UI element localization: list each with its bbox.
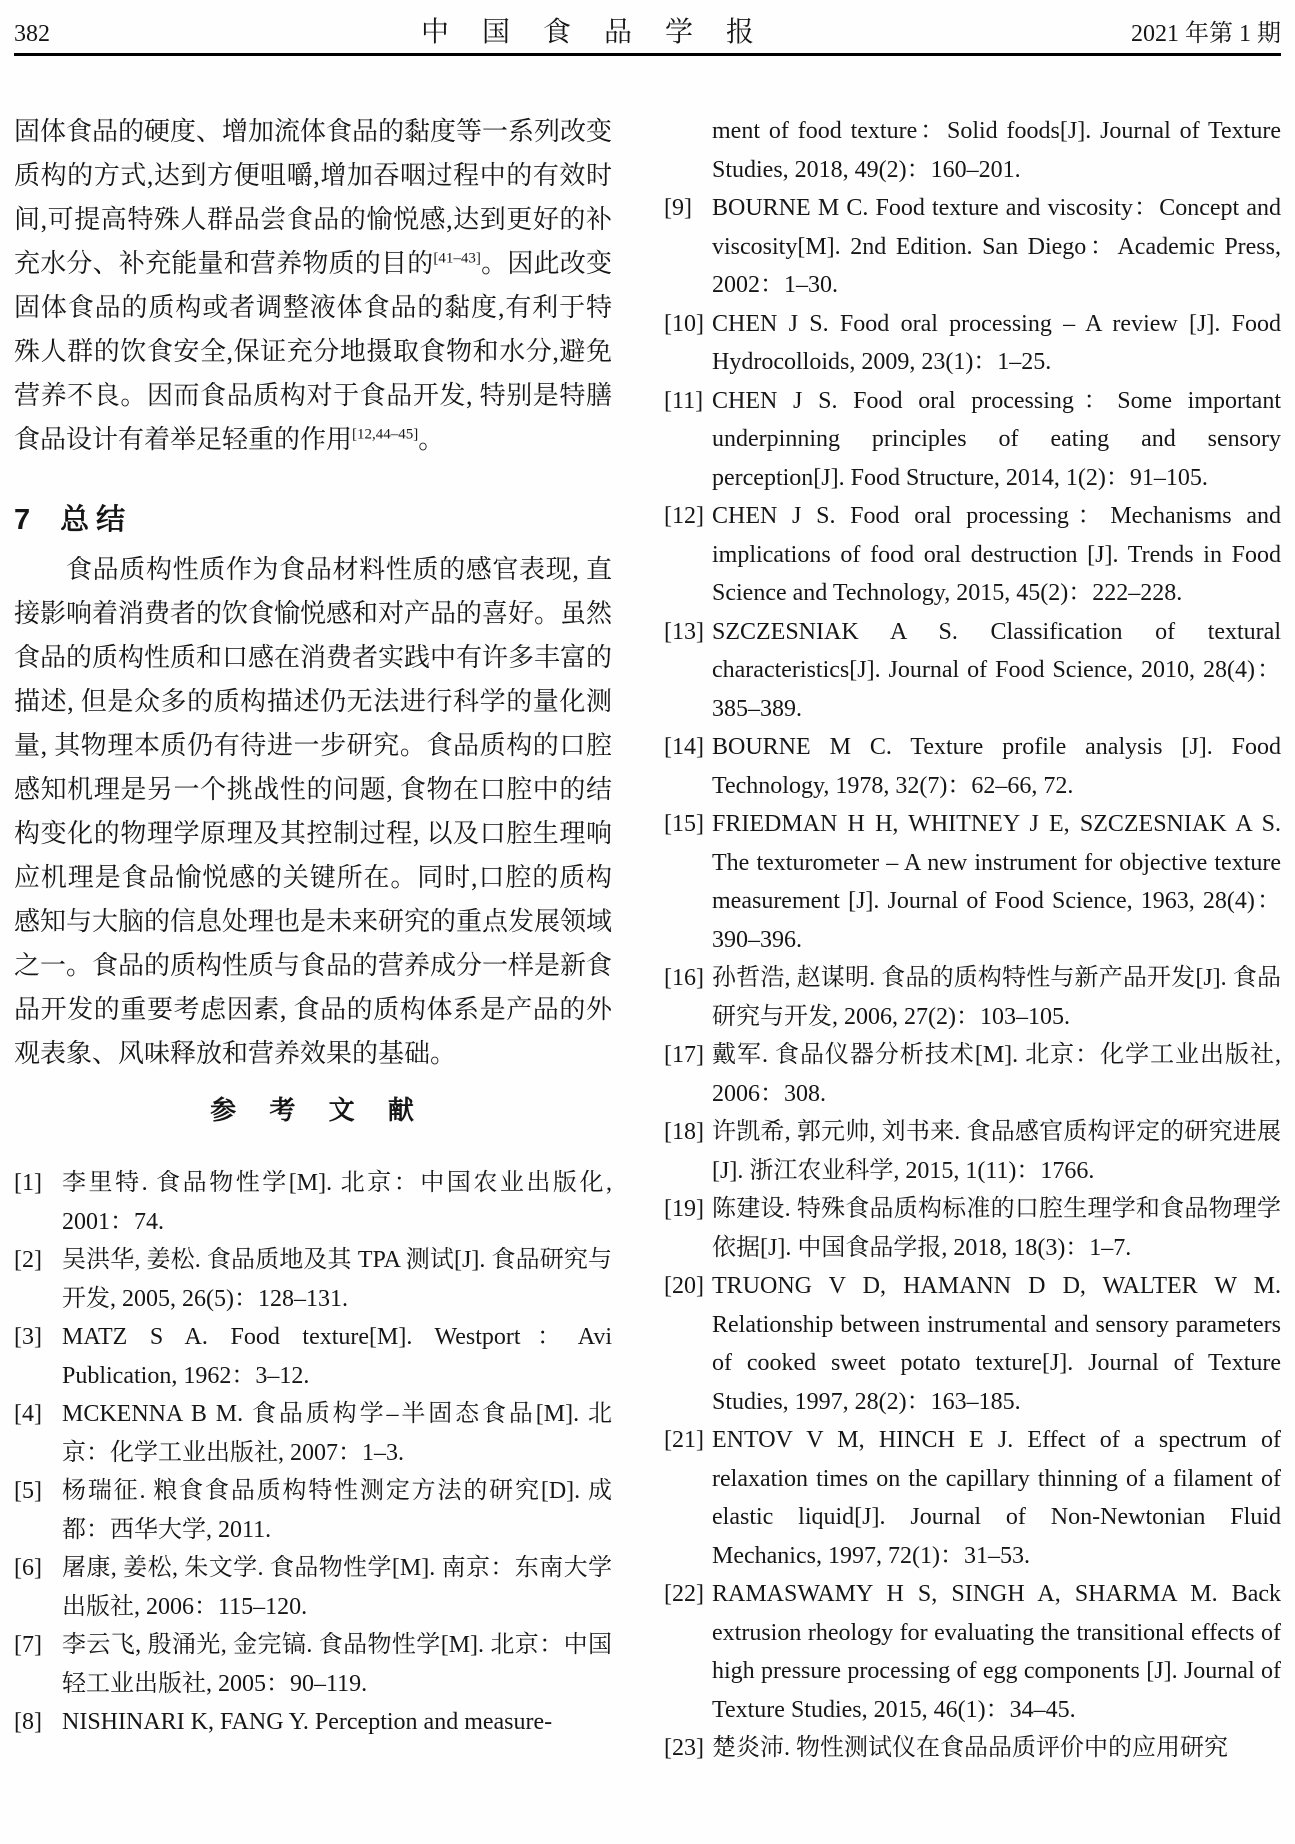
reference-item — [14, 1395, 612, 1472]
reference-item — [14, 1318, 612, 1395]
reference-number: [2] — [14, 1247, 42, 1273]
reference-item — [664, 1113, 1281, 1190]
reference-text: 陈建设. 特殊食品质构标准的口腔生理学和食品物理学依据[J]. 中国食品学报, 2018, 18(3)：1–7. — [712, 1196, 1281, 1261]
reference-text: MCKENNA B M. 食品质构学–半固态食品[M]. 北京：化学工业出版社, 2007：1–3. — [62, 1401, 612, 1466]
reference-text: CHEN J S. Food oral processing：Mechanisms and implications of food oral destruction [J]. Trends in Food Science and Technology, 2015, 45(2)：222–228. — [712, 503, 1281, 606]
reference-item — [664, 112, 1281, 189]
citation-superscript: [41–43] — [433, 250, 481, 267]
reference-number: [10] — [664, 310, 704, 337]
reference-item — [664, 728, 1281, 805]
paragraph-text: 。 — [418, 425, 445, 454]
reference-text: 李云飞, 殷涌光, 金完镐. 食品物性学[M]. 北京：中国轻工业出版社, 2005：90–119. — [62, 1632, 612, 1697]
reference-text: FRIEDMAN H H, WHITNEY J E, SZCZESNIAK A S. The texturometer – A new instrument for objective texture measurement [J]. Journal of Food Science, 1963, 28(4)：390–396. — [712, 811, 1281, 953]
reference-text: 楚炎沛. 物性测试仪在食品品质评价中的应用研究 — [712, 1735, 1228, 1761]
reference-item — [664, 1267, 1281, 1421]
reference-number: [19] — [664, 1196, 704, 1222]
reference-number: [15] — [664, 811, 704, 837]
body-paragraph — [14, 110, 612, 462]
reference-number: [6] — [14, 1555, 42, 1581]
reference-number: [23] — [664, 1735, 704, 1761]
reference-item — [14, 1241, 612, 1318]
reference-text: MATZ S A. Food texture[M]. Westport：Avi Publication, 1962：3–12. — [62, 1324, 612, 1389]
reference-item — [14, 1472, 612, 1549]
reference-text: TRUONG V D, HAMANN D D, WALTER W M. Relationship between instrumental and sensory parameters of cooked sweet potato texture[J]. Journal of Texture Studies, 1997, 28(2)：163–185. — [712, 1273, 1281, 1415]
reference-item — [664, 1190, 1281, 1267]
reference-text: 戴军. 食品仪器分析技术[M]. 北京：化学工业出版社, 2006：308. — [712, 1042, 1281, 1107]
issue-label: 2021 年第 1 期 — [1130, 21, 1281, 47]
paragraph-text: 。因此改变固体食品的质构或者调整液体食品的黏度,有利于特殊人群的饮食安全,保证充分地摄取食物和水分,避免营养不良。因而食品质构对于食品开发, 特别是特膳食品设计有着举足轻重的作用 — [14, 249, 612, 454]
reference-text: NISHINARI K, FANG Y. Perception and measure- — [62, 1709, 553, 1735]
citation-superscript: [12,44–45] — [352, 426, 419, 443]
reference-item — [664, 382, 1281, 498]
reference-number: [22] — [664, 1581, 704, 1607]
reference-item — [14, 1703, 612, 1742]
reference-number: [4] — [14, 1401, 42, 1427]
reference-item — [664, 805, 1281, 959]
reference-number: [3] — [14, 1324, 42, 1350]
reference-number: [17] — [664, 1042, 704, 1068]
references-list-right — [664, 112, 1281, 1768]
reference-text: 李里特. 食品物性学[M]. 北京：中国农业出版化, 2001：74. — [62, 1170, 612, 1235]
reference-item — [664, 305, 1281, 382]
reference-text: CHEN J S. Food oral processing – A review [J]. Food Hydrocolloids, 2009, 23(1)：1–25. — [712, 310, 1281, 375]
references-list-left — [14, 1164, 612, 1742]
reference-item — [14, 1626, 612, 1703]
reference-number: [11] — [664, 387, 704, 414]
reference-text: CHEN J S. Food oral processing：Some important underpinning principles of eating and sensory perception[J]. Food Structure, 2014, 1(2)：91–105. — [712, 387, 1281, 491]
reference-number: [20] — [664, 1273, 704, 1299]
section-title: 总结 — [60, 504, 133, 536]
right-column — [664, 112, 1281, 1768]
reference-text: BOURNE M C. Texture profile analysis [J]. Food Technology, 1978, 32(7)：62–66, 72. — [712, 734, 1281, 799]
summary-paragraph: 食品质构性质作为食品材料性质的感官表现, 直接影响着消费者的饮食愉悦感和对产品的喜好。虽然食品的质构性质和口感在消费者实践中有许多丰富的描述, 但是众多的质构描述仍无法进行科学的量化测量, 其物理本质仍有待进一步研究。食品质构的口腔感知机理是另一个挑战性的问题, 食物在口腔中的结构变化的物理学原理及其控制过程, 以及口腔生理响应机理是食品愉悦感的关键所在。同时,口腔的质构感知与大脑的信息处理也是未来研究的重点发展领域之一。食品的质构性质与食品的营养成分一样是新食品开发的重要考虑因素, 食品的质构体系是产品的外观表象、风味释放和营养效果的基础。 — [14, 555, 613, 1068]
reference-text: RAMASWAMY H S, SINGH A, SHARMA M. Back extrusion rheology for evaluating the transitional effects of high pressure processing of egg components [J]. Journal of Texture Studies, 2015, 46(1)：34–45. — [712, 1581, 1281, 1723]
reference-number: [18] — [664, 1119, 704, 1145]
references-heading: 参 考 文 献 — [210, 1095, 416, 1125]
reference-number: [13] — [664, 618, 704, 645]
reference-number: [8] — [14, 1709, 42, 1735]
left-column — [14, 110, 612, 1742]
reference-item — [664, 189, 1281, 305]
reference-text: 杨瑞征. 粮食食品质构特性测定方法的研究[D]. 成都：西华大学, 2011. — [62, 1478, 612, 1543]
reference-text: 屠康, 姜松, 朱文学. 食品物性学[M]. 南京：东南大学出版社, 2006：115–120. — [62, 1555, 612, 1620]
reference-number: [16] — [664, 965, 704, 991]
page-header — [14, 10, 1281, 52]
section-number: 7 — [14, 504, 31, 536]
reference-item — [664, 1729, 1281, 1768]
reference-text: SZCZESNIAK A S. Classification of textural characteristics[J]. Journal of Food Science, 2010, 28(4)：385–389. — [712, 618, 1281, 722]
reference-item — [14, 1549, 612, 1626]
reference-item — [14, 1164, 612, 1241]
reference-text: 许凯希, 郭元帅, 刘书来. 食品感官质构评定的研究进展[J]. 浙江农业科学, 2015, 1(11)：1766. — [712, 1119, 1281, 1184]
reference-text: 吴洪华, 姜松. 食品质地及其 TPA 测试[J]. 食品研究与开发, 2005, 26(5)：128–131. — [62, 1247, 612, 1312]
reference-text: ment of food texture：Solid foods[J]. Journal of Texture Studies, 2018, 49(2)：160–201. — [712, 118, 1281, 183]
journal-title: 中 国 食 品 学 报 — [420, 17, 760, 48]
reference-number: [5] — [14, 1478, 42, 1504]
reference-item — [664, 613, 1281, 729]
section-heading — [14, 502, 612, 538]
reference-item — [664, 1421, 1281, 1575]
paragraph-text: 固体食品的硬度、增加流体食品的黏度等一系列改变质构的方式,达到方便咀嚼,增加吞咽过程中的有效时间,可提高特殊人群品尝食品的愉悦感,达到更好的补充水分、补充能量和营养物质的目的 — [14, 117, 613, 278]
reference-text: BOURNE M C. Food texture and viscosity：Concept and viscosity[M]. 2nd Edition. San Diego：Academic Press, 2002：1–30. — [712, 195, 1281, 298]
reference-number: [12] — [664, 503, 704, 529]
reference-number: [21] — [664, 1427, 704, 1453]
reference-item — [664, 1036, 1281, 1113]
reference-number: [14] — [664, 734, 704, 760]
header-rule — [14, 53, 1281, 56]
reference-number: [7] — [14, 1632, 42, 1658]
reference-number: [1] — [14, 1170, 42, 1196]
reference-item — [664, 959, 1281, 1036]
reference-text: ENTOV V M, HINCH E J. Effect of a spectrum of relaxation times on the capillary thinning of a filament of elastic liquid[J]. Journal of Non-Newtonian Fluid Mechanics, 1997, 72(1)：31–53. — [712, 1427, 1281, 1569]
reference-item — [664, 1575, 1281, 1729]
page-number: 382 — [14, 21, 50, 47]
reference-text: 孙哲浩, 赵谋明. 食品的质构特性与新产品开发[J]. 食品研究与开发, 2006, 27(2)：103–105. — [712, 965, 1281, 1030]
reference-item — [664, 497, 1281, 613]
reference-number: [9] — [664, 195, 692, 221]
